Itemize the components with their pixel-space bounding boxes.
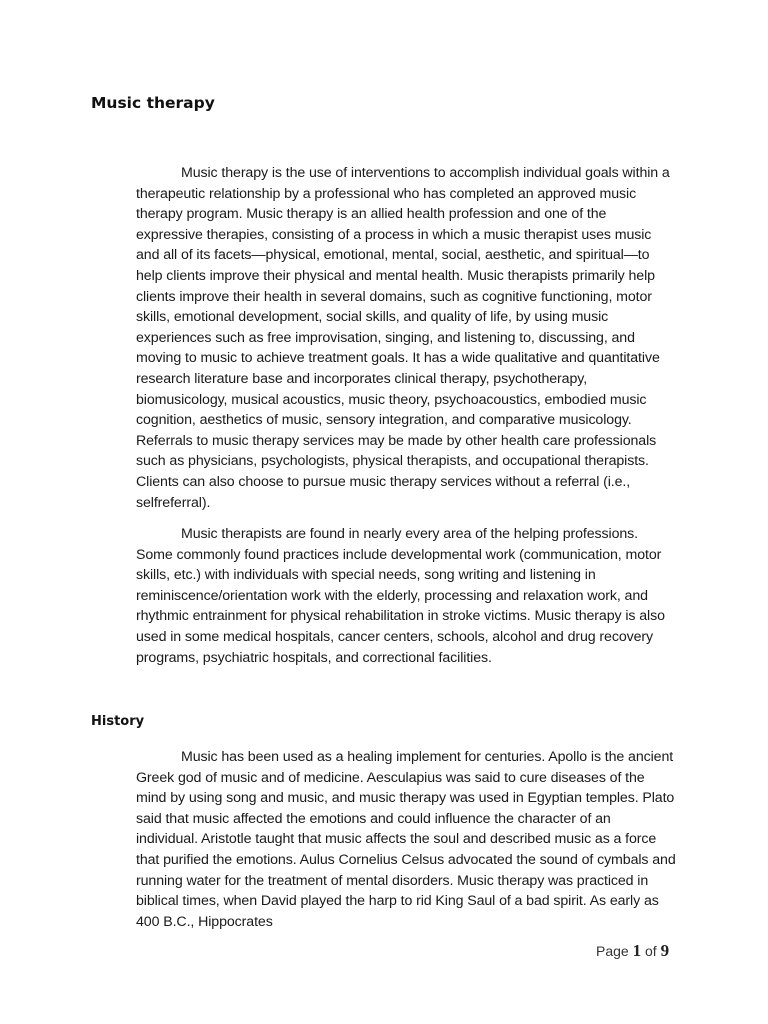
page-indicator — [596, 940, 669, 962]
intro-paragraph-2: Music therapists are found in nearly every area of the helping professions. Some commonly found practices include developmental work (communication, motor skills, etc.) with individuals with special needs, song writing and listening in reminiscence/orientation work with the elderly, processing and relaxation work, and rhythmic entrainment for physical rehabilitation in stroke victims. Music therapy is also used in some medical hospitals, cancer centers, schools, alcohol and drug recovery programs, psychiatric hospitals, and correctional facilities. — [136, 526, 665, 666]
page-label: Page — [596, 943, 629, 959]
history-paragraph: Music has been used as a healing implement for centuries. Apollo is the ancient Greek god of music and of medicine. Aesculapius was said to cure diseases of the mind by using song and music, and music therapy was used in Egyptian temples. Plato said that music affected the emotions and could influence the character of an individual. Aristotle taught that music affects the soul and described music as a force that purified the emotions. Aulus Cornelius Celsus advocated the sound of cymbals and running water for the treatment of mental disorders. Music therapy was practiced in biblical times, when David played the harp to rid King Saul of a bad spirit. As early as 400 B.C., Hippocrates — [136, 749, 676, 930]
of-label: of — [644, 943, 657, 959]
current-page-number: 1 — [632, 941, 642, 960]
document-title: Music therapy — [91, 94, 215, 112]
total-pages-number: 9 — [660, 941, 670, 960]
intro-paragraph-1: Music therapy is the use of interventions to accomplish individual goals within a therapeutic relationship by a professional who has completed an approved music therapy program. Music therapy is an allied health profession and one of the expressive therapies, consisting of a process in which a music therapist uses music and all of its facets—physical, emotional, mental, social, aesthetic, and spiritual—to help clients improve their physical and mental health. Music therapists primarily help clients improve their health in several domains, such as cognitive functioning, motor skills, emotional development, social skills, and quality of life, by using music experiences such as free improvisation, singing, and listening to, discussing, and moving to music to achieve treatment goals. It has a wide qualitative and quantitative research literature base and incorporates clinical therapy, psychotherapy, biomusicology, musical acoustics, music theory, psychoacoustics, embodied music cognition, aesthetics of music, sensory integration, and comparative musicology. Referrals to music therapy services may be made by other health care professionals such as physicians, psychologists, physical therapists, and occupational therapists. Clients can also choose to pursue music therapy services without a referral (i.e., selfreferral). — [136, 165, 670, 511]
history-heading: History — [91, 714, 145, 729]
